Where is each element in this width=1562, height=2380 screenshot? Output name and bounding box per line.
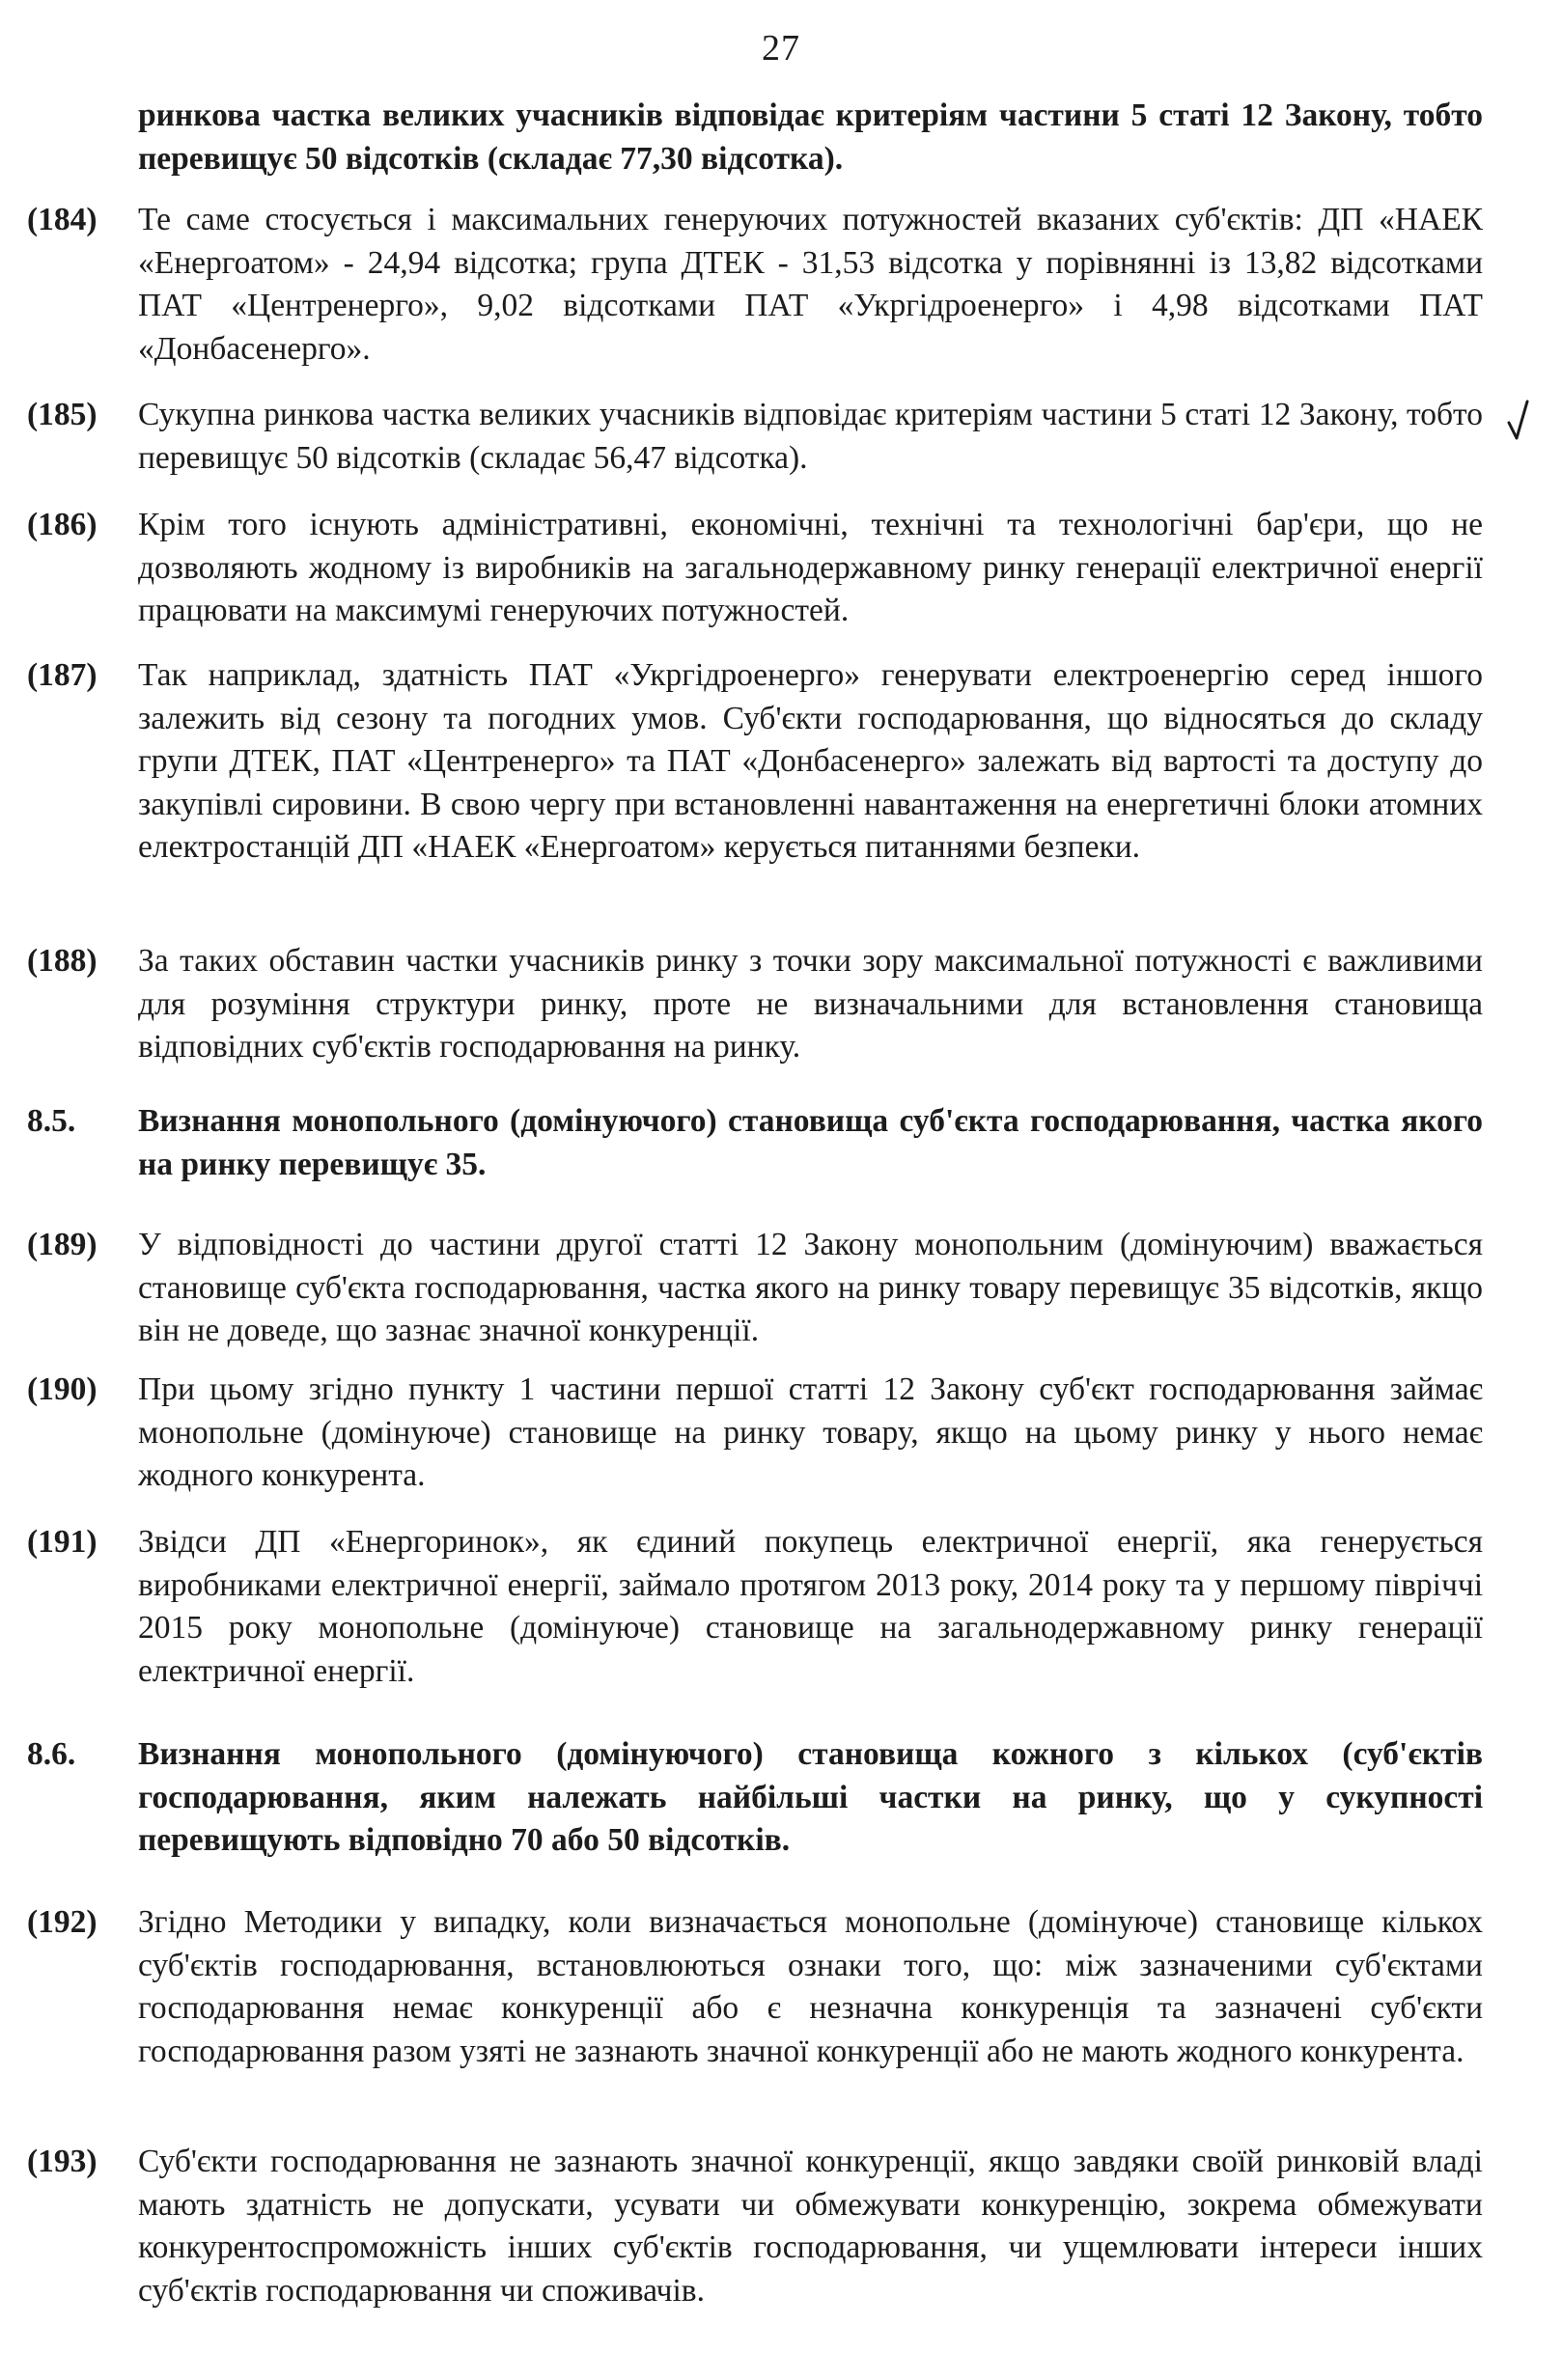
- paragraph-number-191: (191): [27, 1524, 98, 1560]
- paragraph-188: За таких обставин частки учасників ринку з точки зору максимальної потужності є важливими для розуміння структури ринку, проте не визначальними для встановлення становища відповідних суб'єктів господарювання на ринку.: [138, 943, 1483, 1065]
- paragraph-191: Звідси ДП «Енергоринок», як єдиний покупець електричної енергії, яка генерується виробниками електричної енергії, займало протягом 2013 року, 2014 року та у першому півріччі 2015 року монопольне (домінуюче) становище на загальнодержавному ринку генерації електричної енергії.: [138, 1524, 1483, 1689]
- paragraph-number-188: (188): [27, 943, 98, 979]
- section-title-8-6: Визнання монопольного (домінуючого) становища кожного з кількох (суб'єктів господарювання, яким належать найбільші частки на ринку, що у сукупності перевищують відповідно 70 або 50 відсотків.: [138, 1736, 1483, 1858]
- paragraph-193: Суб'єкти господарювання не зазнають значної конкуренції, якщо завдяки своїй ринковій владі мають здатність не допускати, усувати чи обмежувати конкуренцію, зокрема обмежувати конкурентоспроможність інших суб'єктів господарювання, чи ущемлювати інтереси інших суб'єктів господарювання чи споживачів.: [138, 2144, 1483, 2309]
- paragraph-number-185: (185): [27, 397, 98, 432]
- paragraph-186: Крім того існують адміністративні, економічні, технічні та технологічні бар'єри, що не дозволяють жодному із виробників на загальнодержавному ринку генерації електричної енергії працювати на максимумі генеруючих потужностей.: [138, 507, 1483, 628]
- handwritten-check-mark-icon: [1506, 398, 1531, 442]
- paragraph-189: У відповідності до частини другої статті 12 Закону монопольним (домінуючим) вважається становище суб'єкта господарювання, частка якого на ринку товару перевищує 35 відсотків, якщо він не доведе, що зазнає значної конкуренції.: [138, 1227, 1483, 1348]
- page-number: 27: [762, 28, 800, 69]
- paragraph-number-193: (193): [27, 2144, 98, 2179]
- paragraph-185: Сукупна ринкова частка великих учасників відповідає критеріям частини 5 статі 12 Закону, тобто перевищує 50 відсотків (складає 56,47 відсотка).: [138, 397, 1483, 476]
- paragraph-192: Згідно Методики у випадку, коли визначається монопольне (домінуюче) становище кількох суб'єктів господарювання, встановлюються ознаки того, що: між зазначеними суб'єктами господарювання немає конкуренції або є незначна конкуренція та зазначені суб'єкти господарювання разом узяті не зазнають значної конкуренції або не мають жодного конкурента.: [138, 1904, 1483, 2069]
- section-number-8-5: 8.5.: [27, 1103, 76, 1139]
- paragraph-number-190: (190): [27, 1371, 98, 1407]
- paragraph-number-187: (187): [27, 657, 98, 693]
- paragraph-190: При цьому згідно пункту 1 частини першої статті 12 Закону суб'єкт господарювання займає монопольне (домінуюче) становище на ринку товару, якщо на цьому ринку у нього немає жодного конкурента.: [138, 1371, 1483, 1493]
- paragraph-184: Те саме стосується і максимальних генеруючих потужностей вказаних суб'єктів: ДП «НАЕК «Енергоатом» - 24,94 відсотка; група ДТЕК - 31,53 відсотка у порівнянні із 13,82 відсотками ПАТ «Центренерго», 9,02 відсотками ПАТ «Укргідроенерго» і 4,98 відсотками ПАТ «Донбасенерго».: [138, 202, 1483, 367]
- paragraph-number-186: (186): [27, 507, 98, 542]
- intro-paragraph: ринкова частка великих учасників відповідає критеріям частини 5 статі 12 Закону, тобто перевищує 50 відсотків (складає 77,30 відсотка).: [138, 97, 1483, 177]
- paragraph-number-189: (189): [27, 1227, 98, 1262]
- paragraph-number-192: (192): [27, 1904, 98, 1940]
- section-title-8-5: Визнання монопольного (домінуючого) становища суб'єкта господарювання, частка якого на ринку перевищує 35.: [138, 1103, 1483, 1182]
- section-number-8-6: 8.6.: [27, 1736, 76, 1772]
- paragraph-number-184: (184): [27, 202, 98, 237]
- paragraph-187: Так наприклад, здатність ПАТ «Укргідроенерго» генерувати електроенергію серед іншого залежить від сезону та погодних умов. Суб'єкти господарювання, що відносяться до складу групи ДТЕК, ПАТ «Центренерго» та ПАТ «Донбасенерго» залежать від вартості та доступу до закупівлі сировини. В свою чергу при встановленні навантаження на енергетичні блоки атомних електростанцій ДП «НАЕК «Енергоатом» керується питаннями безпеки.: [138, 657, 1483, 865]
